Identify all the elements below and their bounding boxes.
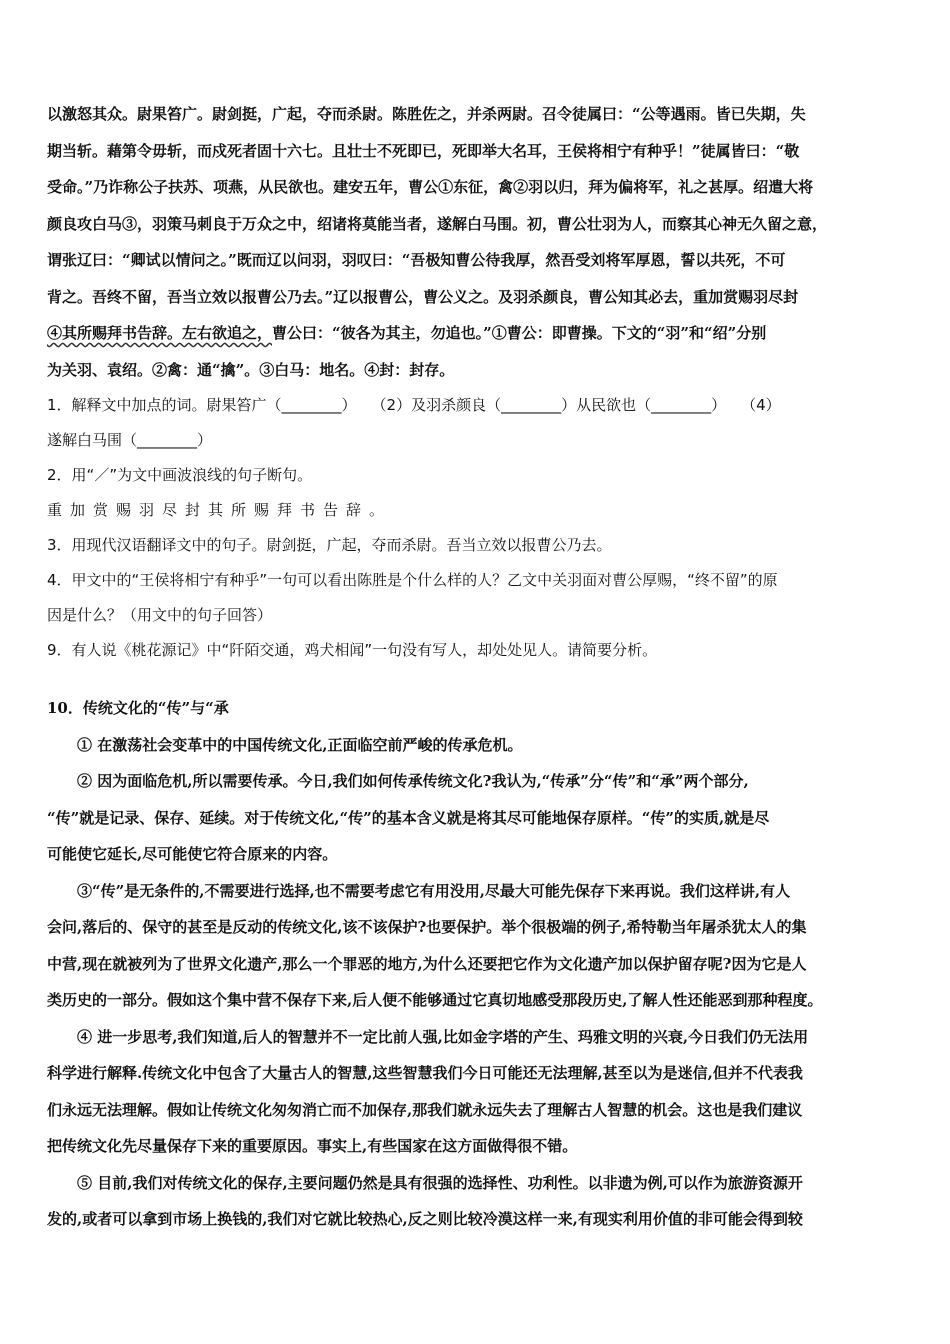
section-10-title: 10．传统文化的“传”与“承 bbox=[47, 699, 229, 717]
question-2-sentence: 重加赏赐羽尽封其所赐拜书告辞。 bbox=[47, 501, 393, 519]
question-1: 1．解释文中加点的词。尉果笞广（________） （2）及羽杀颜良（________）从民欲也（________） （4） bbox=[47, 396, 781, 414]
question-4-cont: 因是什么？（用文中的句子回答） bbox=[47, 606, 273, 624]
passage-notes: 曹公曰：“彼各为其主，勿追也。”①曹公：即曹操。下文的“羽”和“绍”分别 bbox=[272, 324, 767, 342]
passage-line: 受命。”乃诈称公子扶苏、项燕，从民欲也。建安五年，曹公①东征，禽②羽以归，拜为偏将军，礼之甚厚。绍遣大将 bbox=[47, 178, 814, 196]
paragraph-5-line: 发的,或者可以拿到市场上换钱的,我们对它就比较热心,反之则比较冷漠这样一来,有现实利用价值的非可能会得到较 bbox=[47, 1210, 803, 1228]
question-9: 9．有人说《桃花源记》中“阡陌交通，鸡犬相闻”一句没有写人，却处处见人。请简要分析。 bbox=[47, 641, 658, 659]
passage-line: 背之。吾终不留，吾当立效以报曹公乃去。”辽以报曹公，曹公义之。及羽杀颜良，曹公知其必去，重加赏赐羽尽封 bbox=[47, 287, 799, 306]
paragraph-2-line: ② 因为面临危机,所以需要传承。今日,我们如何传承传统文化?我认为,“传承”分“传”和“承”两个部分, bbox=[77, 772, 749, 790]
question-3: 3．用现代汉语翻译文中的句子。尉剑挺，广起，夺而杀尉。吾当立效以报曹公乃去。 bbox=[47, 536, 612, 554]
paragraph-3-line: 中营,现在就被列为了世界文化遗产,那么一个罪恶的地方,为什么还要把它作为文化遗产加以保护留存呢?因为它是人 bbox=[47, 954, 807, 973]
wavy-sentence: ④其所赐拜书告辞。左右欲追之， bbox=[47, 324, 273, 342]
passage-line bbox=[47, 315, 905, 352]
paragraph-5-line: ⑤ 目前,我们对传统文化的保存,主要问题仍然是具有很强的选择性、功利性。以非遗为例,可以作为旅游资源开 bbox=[77, 1173, 803, 1192]
paragraph-1: ① 在激荡社会变革中的中国传统文化,正面临空前严峻的传承危机。 bbox=[77, 735, 523, 754]
paragraph-3-line: ③“传”是无条件的,不需要进行选择,也不需要考虑它有用没用,尽最大可能先保存下来再说。我们这样讲,有人 bbox=[77, 881, 791, 900]
passage-line: 以激怒其众。尉果笞广。尉剑挺，广起，夺而杀尉。陈胜佐之，并杀两尉。召令徒属曰：“公等遇雨。皆已失期，失 bbox=[47, 105, 806, 123]
passage-footnotes: 为关羽、袁绍。②禽：通“擒”。③白马：地名。④封：封存。 bbox=[47, 360, 455, 379]
question-4: 4．甲文中的“王侯将相宁有种乎”一句可以看出陈胜是个什么样的人？乙文中关羽面对曹公厚赐，“终不留”的原 bbox=[47, 571, 778, 589]
passage-line: 颜良攻白马③，羽策马刺良于万众之中，绍诸将莫能当者，遂解白马围。初，曹公壮羽为人，而察其心神无久留之意， bbox=[47, 214, 828, 233]
passage-line: 期当斩。藉第令毋斩，而戍死者固十六七。且壮士不死即已，死即举大名耳，王侯将相宁有种乎！”徒属皆曰：“敬 bbox=[47, 141, 800, 160]
passage-line: 谓张辽曰：“卿试以情问之。”既而辽以问羽，羽叹曰：“吾极知曹公待我厚，然吾受刘将军厚恩，誓以共死，不可 bbox=[47, 251, 786, 269]
paragraph-4-line: 科学进行解释.传统文化中包含了大量古人的智慧,这些智慧我们今日可能还无法理解,甚至以为是迷信,但并不代表我 bbox=[47, 1064, 803, 1082]
paragraph-2-line: “传”就是记录、保存、延续。对于传统文化,“传”的基本含义就是将其尽可能地保存原样。“传”的实质,就是尽 bbox=[47, 808, 770, 827]
document-page bbox=[47, 96, 905, 1238]
question-1-cont: 遂解白马围（________） bbox=[47, 431, 213, 449]
paragraph-2-line: 可能使它延长,尽可能使它符合原来的内容。 bbox=[47, 845, 338, 863]
paragraph-3-line: 会问,落后的、保守的甚至是反动的传统文化,该不该保护?也要保护。举个很极端的例子,希特勒当年屠杀犹太人的集 bbox=[47, 918, 807, 936]
paragraph-3-line: 类历史的一部分。假如这个集中营不保存下来,后人便不能够通过它真切地感受那段历史,了解人性还能恶到那种程度。 bbox=[47, 991, 823, 1009]
question-2: 2．用“／”为文中画波浪线的句子断句。 bbox=[47, 466, 313, 484]
paragraph-4-line: 把传统文化先尽量保存下来的重要原因。事实上,有些国家在这方面做得很不错。 bbox=[47, 1137, 578, 1155]
spacer bbox=[47, 668, 905, 690]
paragraph-4-line: 们永远无法理解。假如让传统文化匆匆消亡而不加保存,那我们就永远失去了理解古人智慧的机会。这也是我们建议 bbox=[47, 1100, 803, 1119]
paragraph-4-line: ④ 进一步思考,我们知道,后人的智慧并不一定比前人强,比如金字塔的产生、玛雅文明的兴衰,今日我们仍无法用 bbox=[77, 1027, 809, 1046]
